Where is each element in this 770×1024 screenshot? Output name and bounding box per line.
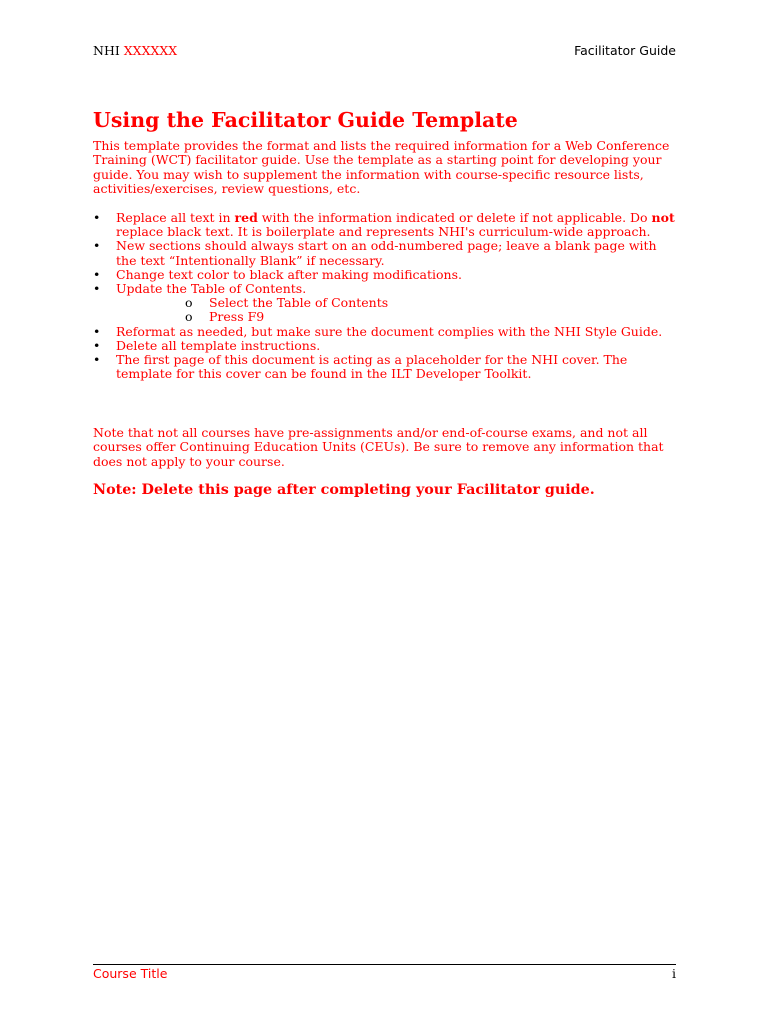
sub-list-item xyxy=(116,296,676,310)
sub-list-item-text: Select the Table of Contents xyxy=(209,295,389,311)
list-item-text: The first page of this document is acting as a placeholder for the NHI cover. The template for this cover can be found in the ILT Developer Toolkit. xyxy=(116,352,628,382)
list-item-text: Delete all template instructions. xyxy=(116,337,321,353)
list-item xyxy=(93,268,676,282)
instruction-list xyxy=(93,211,676,381)
page-footer xyxy=(93,966,676,982)
intro-paragraph: This template provides the format and lists the required information for a Web Conference Training (WCT) facilitator guide. Use the template as a starting point for developing your guide. You may wish to supplement the information with course-specific resource lists, activities/exercises, review questions, etc. xyxy=(93,138,670,196)
bullet-marker: • xyxy=(93,352,101,368)
sub-list-item-text: Press F9 xyxy=(209,309,265,325)
list-item xyxy=(93,282,676,325)
header-left xyxy=(93,43,177,58)
list-item xyxy=(93,325,676,339)
bullet-marker: • xyxy=(93,210,101,225)
list-item xyxy=(93,353,676,381)
page-header xyxy=(93,43,676,59)
list-item xyxy=(93,239,676,267)
header-org: NHI xyxy=(93,43,120,58)
list-item-text: Update the Table of Contents. xyxy=(116,281,307,297)
emphasis-red: red xyxy=(234,210,258,225)
list-item-text: New sections should always start on an odd-numbered page; leave a blank page with the text “Intentionally Blank” if necessary. xyxy=(116,238,657,268)
sub-bullet-marker: o xyxy=(185,309,193,325)
sub-list xyxy=(116,296,676,324)
footer-divider xyxy=(93,964,676,965)
delete-page-note: Note: Delete this page after completing your Facilitator guide. xyxy=(93,482,595,498)
header-course-code: XXXXXX xyxy=(123,43,178,58)
note-paragraph: Note that not all courses have pre-assignments and/or end-of-course exams, and not all courses offer Continuing Education Units (CEUs). Be sure to remove any information that does not apply to your course. xyxy=(93,425,664,469)
bullet-marker: • xyxy=(93,281,101,297)
list-item-text: Replace all text in red with the information indicated or delete if not applicable. Do not replace black text. It is boilerplate and represents NHI's curriculum-wide approach. xyxy=(116,210,675,240)
list-item xyxy=(93,211,676,239)
footer-page-number: i xyxy=(672,966,676,981)
bullet-marker: • xyxy=(93,323,101,339)
bullet-marker: • xyxy=(93,238,101,254)
page-title: Using the Facilitator Guide Template xyxy=(93,108,518,132)
bullet-marker: • xyxy=(93,266,101,282)
sub-bullet-marker: o xyxy=(185,295,193,311)
footer-course-title: Course Title xyxy=(93,966,168,981)
list-item-text: Change text color to black after making modifications. xyxy=(116,266,462,282)
emphasis-not: not xyxy=(651,210,675,225)
sub-list-item xyxy=(116,310,676,324)
list-item xyxy=(93,339,676,353)
header-doc-type: Facilitator Guide xyxy=(574,43,676,58)
bullet-marker: • xyxy=(93,337,101,353)
list-item-text: Reformat as needed, but make sure the document complies with the NHI Style Guide. xyxy=(116,323,663,339)
